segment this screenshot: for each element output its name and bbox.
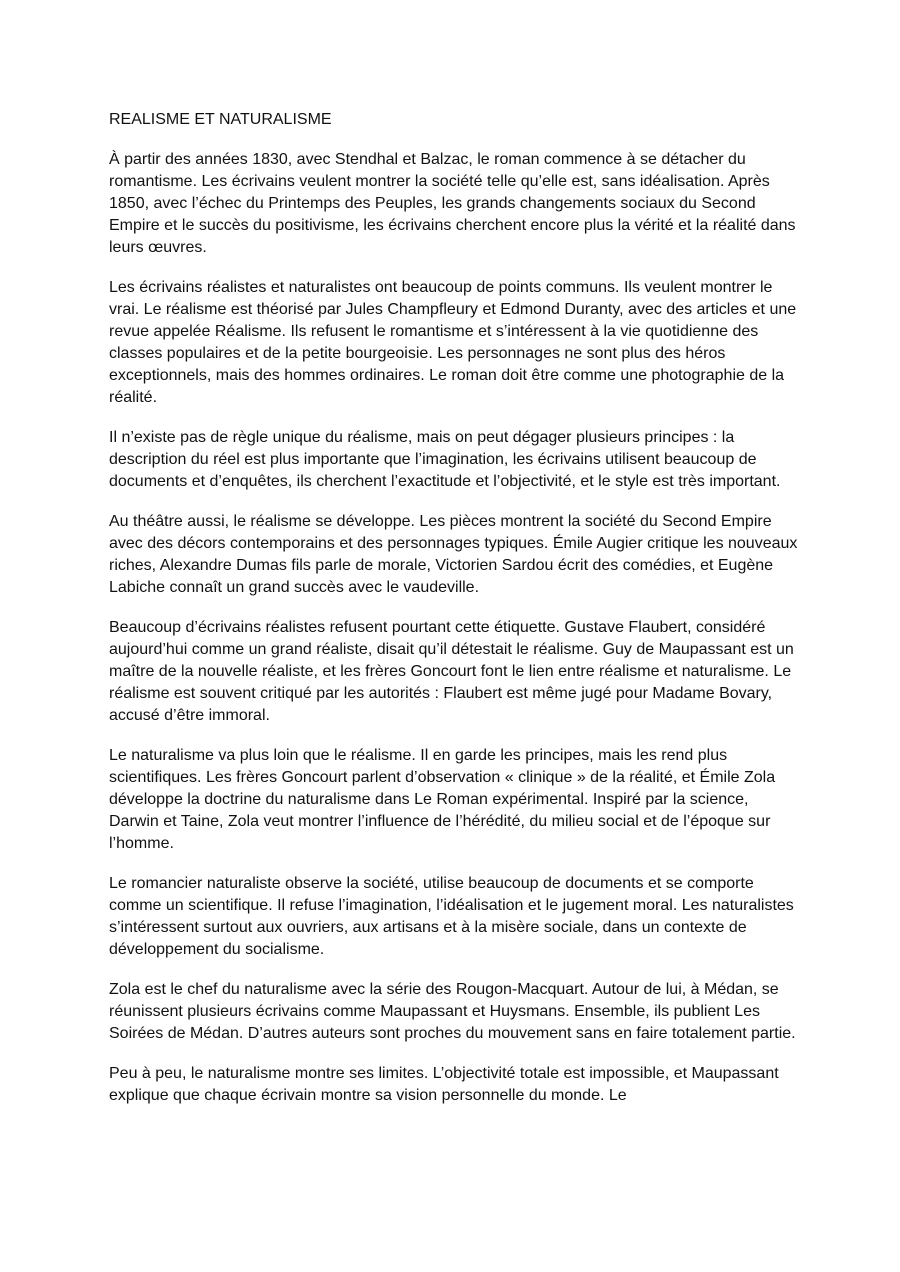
paragraph-9: Peu à peu, le naturalisme montre ses limites. L’objectivité totale est impossible, et Maupassant explique que chaque écrivain montre sa vision personnelle du monde. Le — [109, 1065, 779, 1104]
document-page — [109, 109, 799, 1125]
paragraph-2: Les écrivains réalistes et naturalistes ont beaucoup de points communs. Ils veulent montrer le vrai. Le réalisme est théorisé par Jules Champfleury et Edmond Duranty, avec des articles et une revue appelée Réalisme. Ils refusent le romantisme et s’intéressent à la vie quotidienne des classes populaires et de la petite bourgeoisie. Les personnages ne sont plus des héros exceptionnels, mais des hommes ordinaires. Le roman doit être comme une photographie de la réalité. — [109, 279, 797, 406]
paragraph-4: Au théâtre aussi, le réalisme se développe. Les pièces montrent la société du Second Empire avec des décors contemporains et des personnages typiques. Émile Augier critique les nouveaux riches, Alexandre Dumas fils parle de morale, Victorien Sardou écrit des comédies, et Eugène Labiche connaît un grand succès avec le vaudeville. — [109, 513, 798, 596]
paragraph-1: À partir des années 1830, avec Stendhal et Balzac, le roman commence à se détacher du romantisme. Les écrivains veulent montrer la société telle qu’elle est, sans idéalisation. Après 1850, avec l’échec du Printemps des Peuples, les grands changements sociaux du Second Empire et le succès du positivisme, les écrivains cherchent encore plus la vérité et la réalité dans leurs œuvres. — [109, 151, 796, 256]
paragraph-8: Zola est le chef du naturalisme avec la série des Rougon-Macquart. Autour de lui, à Médan, se réunissent plusieurs écrivains comme Maupassant et Huysmans. Ensemble, ils publient Les Soirées de Médan. D’autres auteurs sont proches du mouvement sans en faire totalement partie. — [109, 981, 796, 1042]
paragraph-3: Il n’existe pas de règle unique du réalisme, mais on peut dégager plusieurs principes : la description du réel est plus importante que l’imagination, les écrivains utilisent beaucoup de documents et d’enquêtes, ils cherchent l’exactitude et l’objectivité, et le style est très important. — [109, 429, 781, 490]
paragraph-7: Le romancier naturaliste observe la société, utilise beaucoup de documents et se comporte comme un scientifique. Il refuse l’imagination, l’idéalisation et le jugement moral. Les naturalistes s’intéressent surtout aux ouvriers, aux artisans et à la misère sociale, dans un contexte de développement du socialisme. — [109, 875, 794, 958]
document-title: REALISME ET NATURALISME — [109, 111, 332, 128]
paragraph-6: Le naturalisme va plus loin que le réalisme. Il en garde les principes, mais les rend plus scientifiques. Les frères Goncourt parlent d’observation « clinique » de la réalité, et Émile Zola développe la doctrine du naturalisme dans Le Roman expérimental. Inspiré par la science, Darwin et Taine, Zola veut montrer l’influence de l’hérédité, du milieu social et de l’époque sur l’homme. — [109, 747, 776, 852]
paragraph-5: Beaucoup d’écrivains réalistes refusent pourtant cette étiquette. Gustave Flaubert, considéré aujourd’hui comme un grand réaliste, disait qu’il détestait le réalisme. Guy de Maupassant est un maître de la nouvelle réaliste, et les frères Goncourt font le lien entre réalisme et naturalisme. Le réalisme est souvent critiqué par les autorités : Flaubert est même jugé pour Madame Bovary, accusé d’être immoral. — [109, 619, 794, 724]
